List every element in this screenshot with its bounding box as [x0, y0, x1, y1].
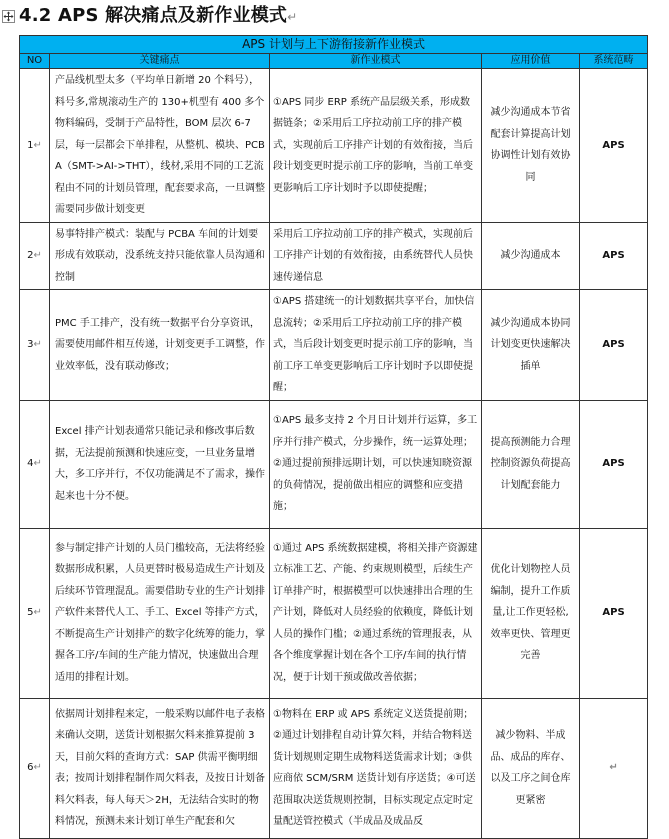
- mode-cell: 采用后工序拉动前工序的排产模式，实现前后工序排产计划的有效衔接，由系统替代人员快速传递信息: [270, 222, 482, 290]
- value-cell: 提高预测能力合理控制资源负荷提高计划配套能力: [482, 400, 580, 528]
- scope-cell: ↵: [580, 698, 648, 838]
- row-no: 6↵: [20, 698, 50, 838]
- pain-cell: 参与制定排产计划的人员门槛较高，无法将经验数据形成积累，人员更替时极易造成生产计划及后续环节管理混乱。需要借助专业的生产计划排产软件来替代人工、手工、Excel 等排产方式，不断提高生产计划排产的数字化统筹的能力，掌握各工序/车间的生产能力情况，快速做出合理适用的排程计划。: [50, 528, 270, 698]
- mode-cell: ①APS 最多支持 2 个月日计划并行运算，多工序并行排产模式，分步操作，统一运算处理；②通过提前预排远期计划，可以快速知晓资源的负荷情况，提前做出相应的调整和应变措施；: [270, 400, 482, 528]
- section-heading-text: 4.2 APS 解决痛点及新作业模式: [19, 5, 288, 26]
- section-heading: [19, 5, 297, 28]
- row-no: 1↵: [20, 69, 50, 223]
- table-row: [20, 222, 648, 290]
- scope-cell: APS: [580, 528, 648, 698]
- mode-cell: ①通过 APS 系统数据建模，将相关排产资源建立标准工艺、产能、约束规则模型，后续生产订单排产时，根据模型可以快速排出合理的生产计划，降低对人员经验的依赖度，降低计划人员的操作门槛；②通过系统的管理报表，从各个维度掌握计划在各个工序/车间的执行情况，便于计划干预或做改善依据；: [270, 528, 482, 698]
- col-header-pain: 关键痛点: [50, 54, 270, 69]
- table-row: [20, 69, 648, 223]
- value-cell: 减少沟通成本协同计划变更快速解决插单: [482, 290, 580, 401]
- move-arrows-icon: [3, 11, 14, 22]
- table-move-handle[interactable]: [2, 10, 15, 23]
- value-cell: 减少沟通成本节省配套计算提高计划协调性计划有效协同: [482, 69, 580, 223]
- pain-cell: Excel 排产计划表通常只能记录和修改事后数据，无法提前预测和快速应变，一旦业务量增大，多工序并行，不仅功能满足不了需求，操作起来也十分不便。: [50, 400, 270, 528]
- aps-table: [19, 35, 648, 839]
- table-banner: APS 计划与上下游衔接新作业模式: [20, 36, 648, 54]
- pain-cell: 产品线机型太多（平均单日新增 20 个料号），料号多,常规滚动生产的 130+机型有 400 多个物料编码，受制于产品特性，BOM 层次 6-7 层，每一层都会下单排程，从整机、模块、PCBA（SMT->AI->THT），线材,采用不同的工艺流程由不同的计划员管理，配套要求高，一旦调整需要同步做计划变更: [50, 69, 270, 223]
- pain-cell: 易事特排产模式：装配与 PCBA 车间的计划要形成有效联动，没系统支持只能依靠人员沟通和控制: [50, 222, 270, 290]
- paragraph-mark: ↵: [287, 10, 298, 24]
- value-cell: 减少沟通成本: [482, 222, 580, 290]
- row-no: 5↵: [20, 528, 50, 698]
- col-header-mode: 新作业模式: [270, 54, 482, 69]
- table-row: [20, 290, 648, 401]
- table-row: [20, 400, 648, 528]
- scope-cell: APS: [580, 290, 648, 401]
- col-header-scope: 系统范畴: [580, 54, 648, 69]
- row-no: 2↵: [20, 222, 50, 290]
- mode-cell: ①物料在 ERP 或 APS 系统定义送货提前期；②通过计划排程自动计算欠料，并结合物料送货计划规则定期生成物料送货需求计划；③供应商依 SCM/SRM 送货计划有序送货；④可送范围取决送货规则控制，目标实现定点定时定量配送管控模式（半成品及成品反: [270, 698, 482, 838]
- pain-cell: PMC 手工排产，没有统一数据平台分享资讯，需要使用邮件相互传递，计划变更手工调整，作业效率低，没有联动修改；: [50, 290, 270, 401]
- mode-cell: ①APS 搭建统一的计划数据共享平台，加快信息流转；②采用后工序拉动前工序的排产模式，当后段计划变更时提示前工序的影响，当前工序工单变更影响后工序计划时予以即使提醒；: [270, 290, 482, 401]
- col-header-value: 应用价值: [482, 54, 580, 69]
- scope-cell: APS: [580, 400, 648, 528]
- value-cell: 减少物料、半成品、成品的库存、以及工序之间仓库更紧密: [482, 698, 580, 838]
- value-cell: 优化计划物控人员编制，提升工作质量,让工作更轻松,效率更快、管理更完善: [482, 528, 580, 698]
- table-banner-row: [20, 36, 648, 54]
- table-row: [20, 528, 648, 698]
- table-row: [20, 698, 648, 838]
- scope-cell: APS: [580, 69, 648, 223]
- row-no: 4↵: [20, 400, 50, 528]
- row-no: 3↵: [20, 290, 50, 401]
- mode-cell: ①APS 同步 ERP 系统产品层级关系，形成数据链条；②采用后工序拉动前工序的排产模式，实现前后工序排产计划的有效衔接，当后段计划变更时提示前工序的影响，当前工单变更影响后工序计划时予以即使提醒；: [270, 69, 482, 223]
- pain-cell: 依据周计划排程来定，一般采购以邮件电子表格来确认交期，送货计划根据欠料来推算提前 3 天，目前欠料的查询方式：SAP 供需平衡明细表；按周计划排程制作周欠料表，及按日计划备料欠料表，每人每天＞2H，无法结合实时的物料情况，预测未来计划订单生产配套和欠: [50, 698, 270, 838]
- table-header-row: [20, 54, 648, 69]
- scope-cell: APS: [580, 222, 648, 290]
- col-header-no: NO: [20, 54, 50, 69]
